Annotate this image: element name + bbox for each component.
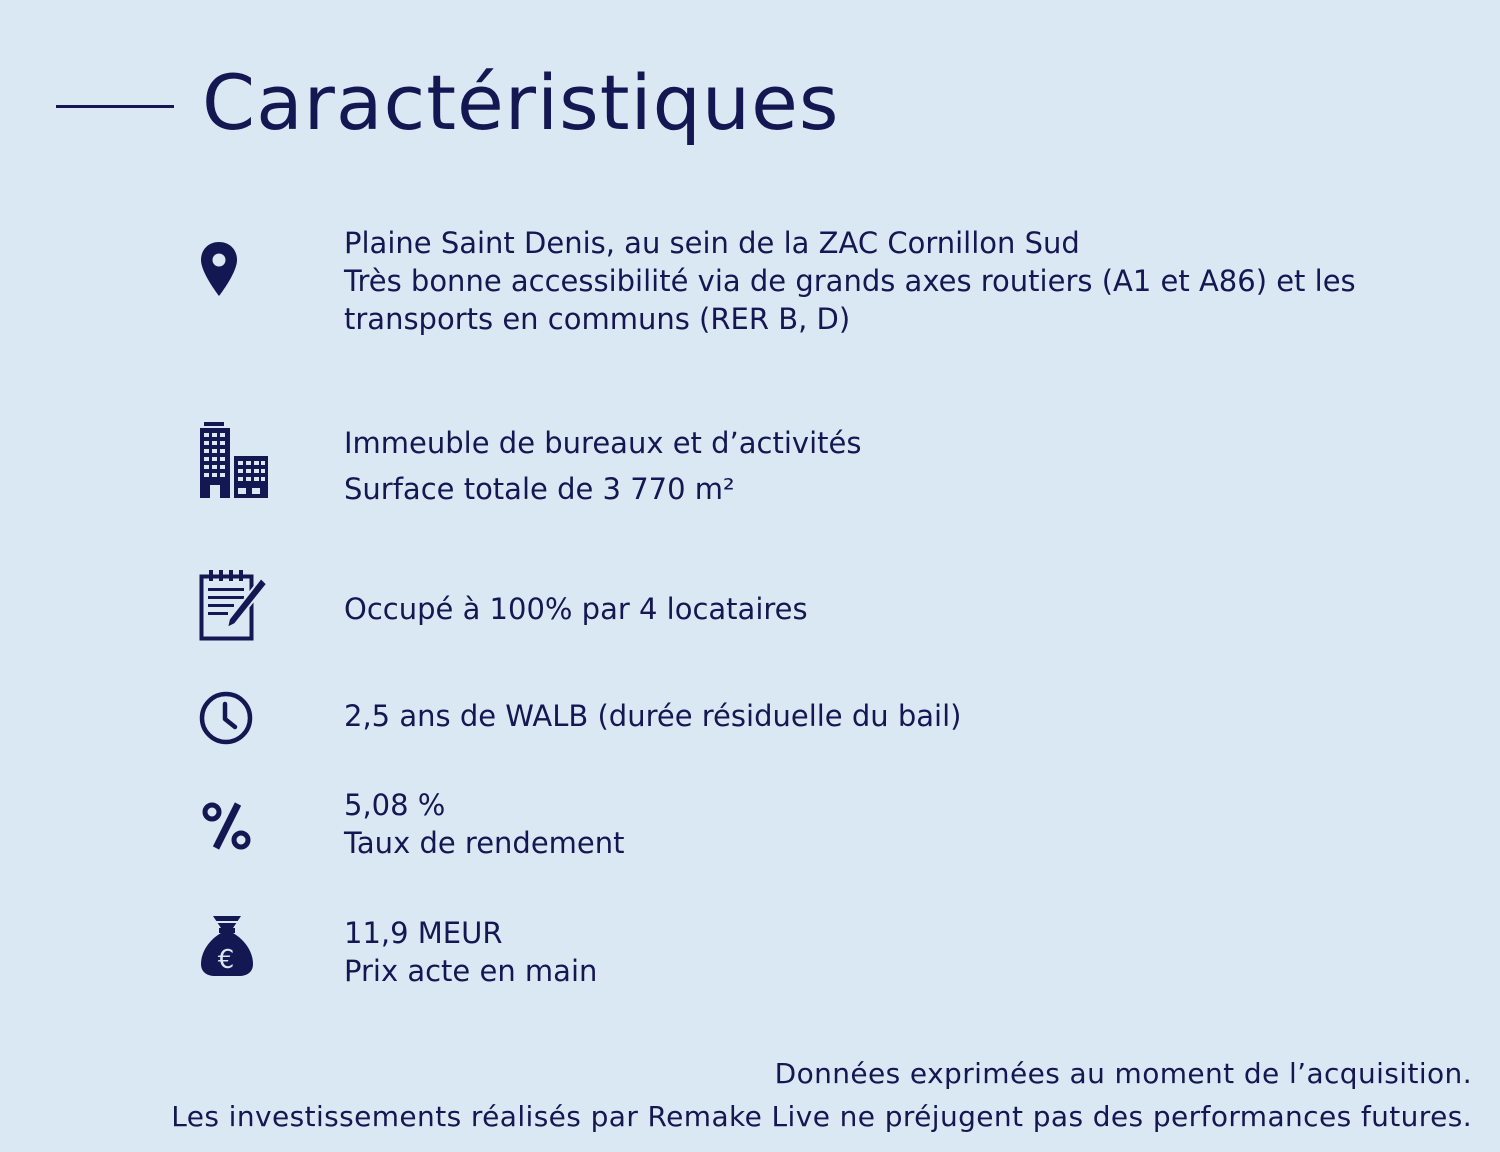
page-header (56, 58, 839, 148)
feature-line: transports en communs (RER B, D) (344, 302, 851, 336)
feature-line: 5,08 % (344, 788, 446, 822)
percent-icon (202, 802, 278, 850)
clock-icon (198, 690, 274, 746)
disclaimer-line: Données exprimées au moment de l’acquisition. (774, 1057, 1472, 1090)
feature-line: Très bonne accessibilité via de grands axes routiers (A1 et A86) et les (344, 264, 1356, 298)
page-title: Caractéristiques (202, 58, 840, 147)
map-pin-icon (199, 240, 275, 298)
feature-line: Prix acte en main (344, 954, 598, 988)
feature-line: Immeuble de bureaux et d’activités (344, 426, 862, 460)
feature-line: Taux de rendement (344, 826, 625, 860)
disclaimer (171, 1052, 1472, 1138)
feature-walb-text (344, 697, 1474, 735)
money-bag-euro-icon (199, 914, 275, 978)
feature-building-text (344, 420, 1474, 512)
feature-line: 11,9 MEUR (344, 916, 503, 950)
svg-text:€: € (217, 945, 235, 975)
feature-occupancy-text (344, 590, 1474, 628)
feature-location-text (344, 224, 1474, 338)
feature-line: Plaine Saint Denis, au sein de la ZAC Cornillon Sud (344, 226, 1080, 260)
title-rule (56, 105, 174, 108)
feature-yield-text (344, 786, 1474, 862)
disclaimer-line: Les investissements réalisés par Remake Live ne préjugent pas des performances futures. (171, 1100, 1472, 1133)
office-buildings-icon (198, 422, 274, 500)
feature-line: Occupé à 100% par 4 locataires (344, 592, 808, 626)
notepad-pencil-icon (199, 568, 275, 642)
feature-price-text (344, 914, 1474, 990)
feature-line: 2,5 ans de WALB (durée résiduelle du bail) (344, 699, 962, 733)
feature-line: Surface totale de 3 770 m² (344, 472, 735, 506)
